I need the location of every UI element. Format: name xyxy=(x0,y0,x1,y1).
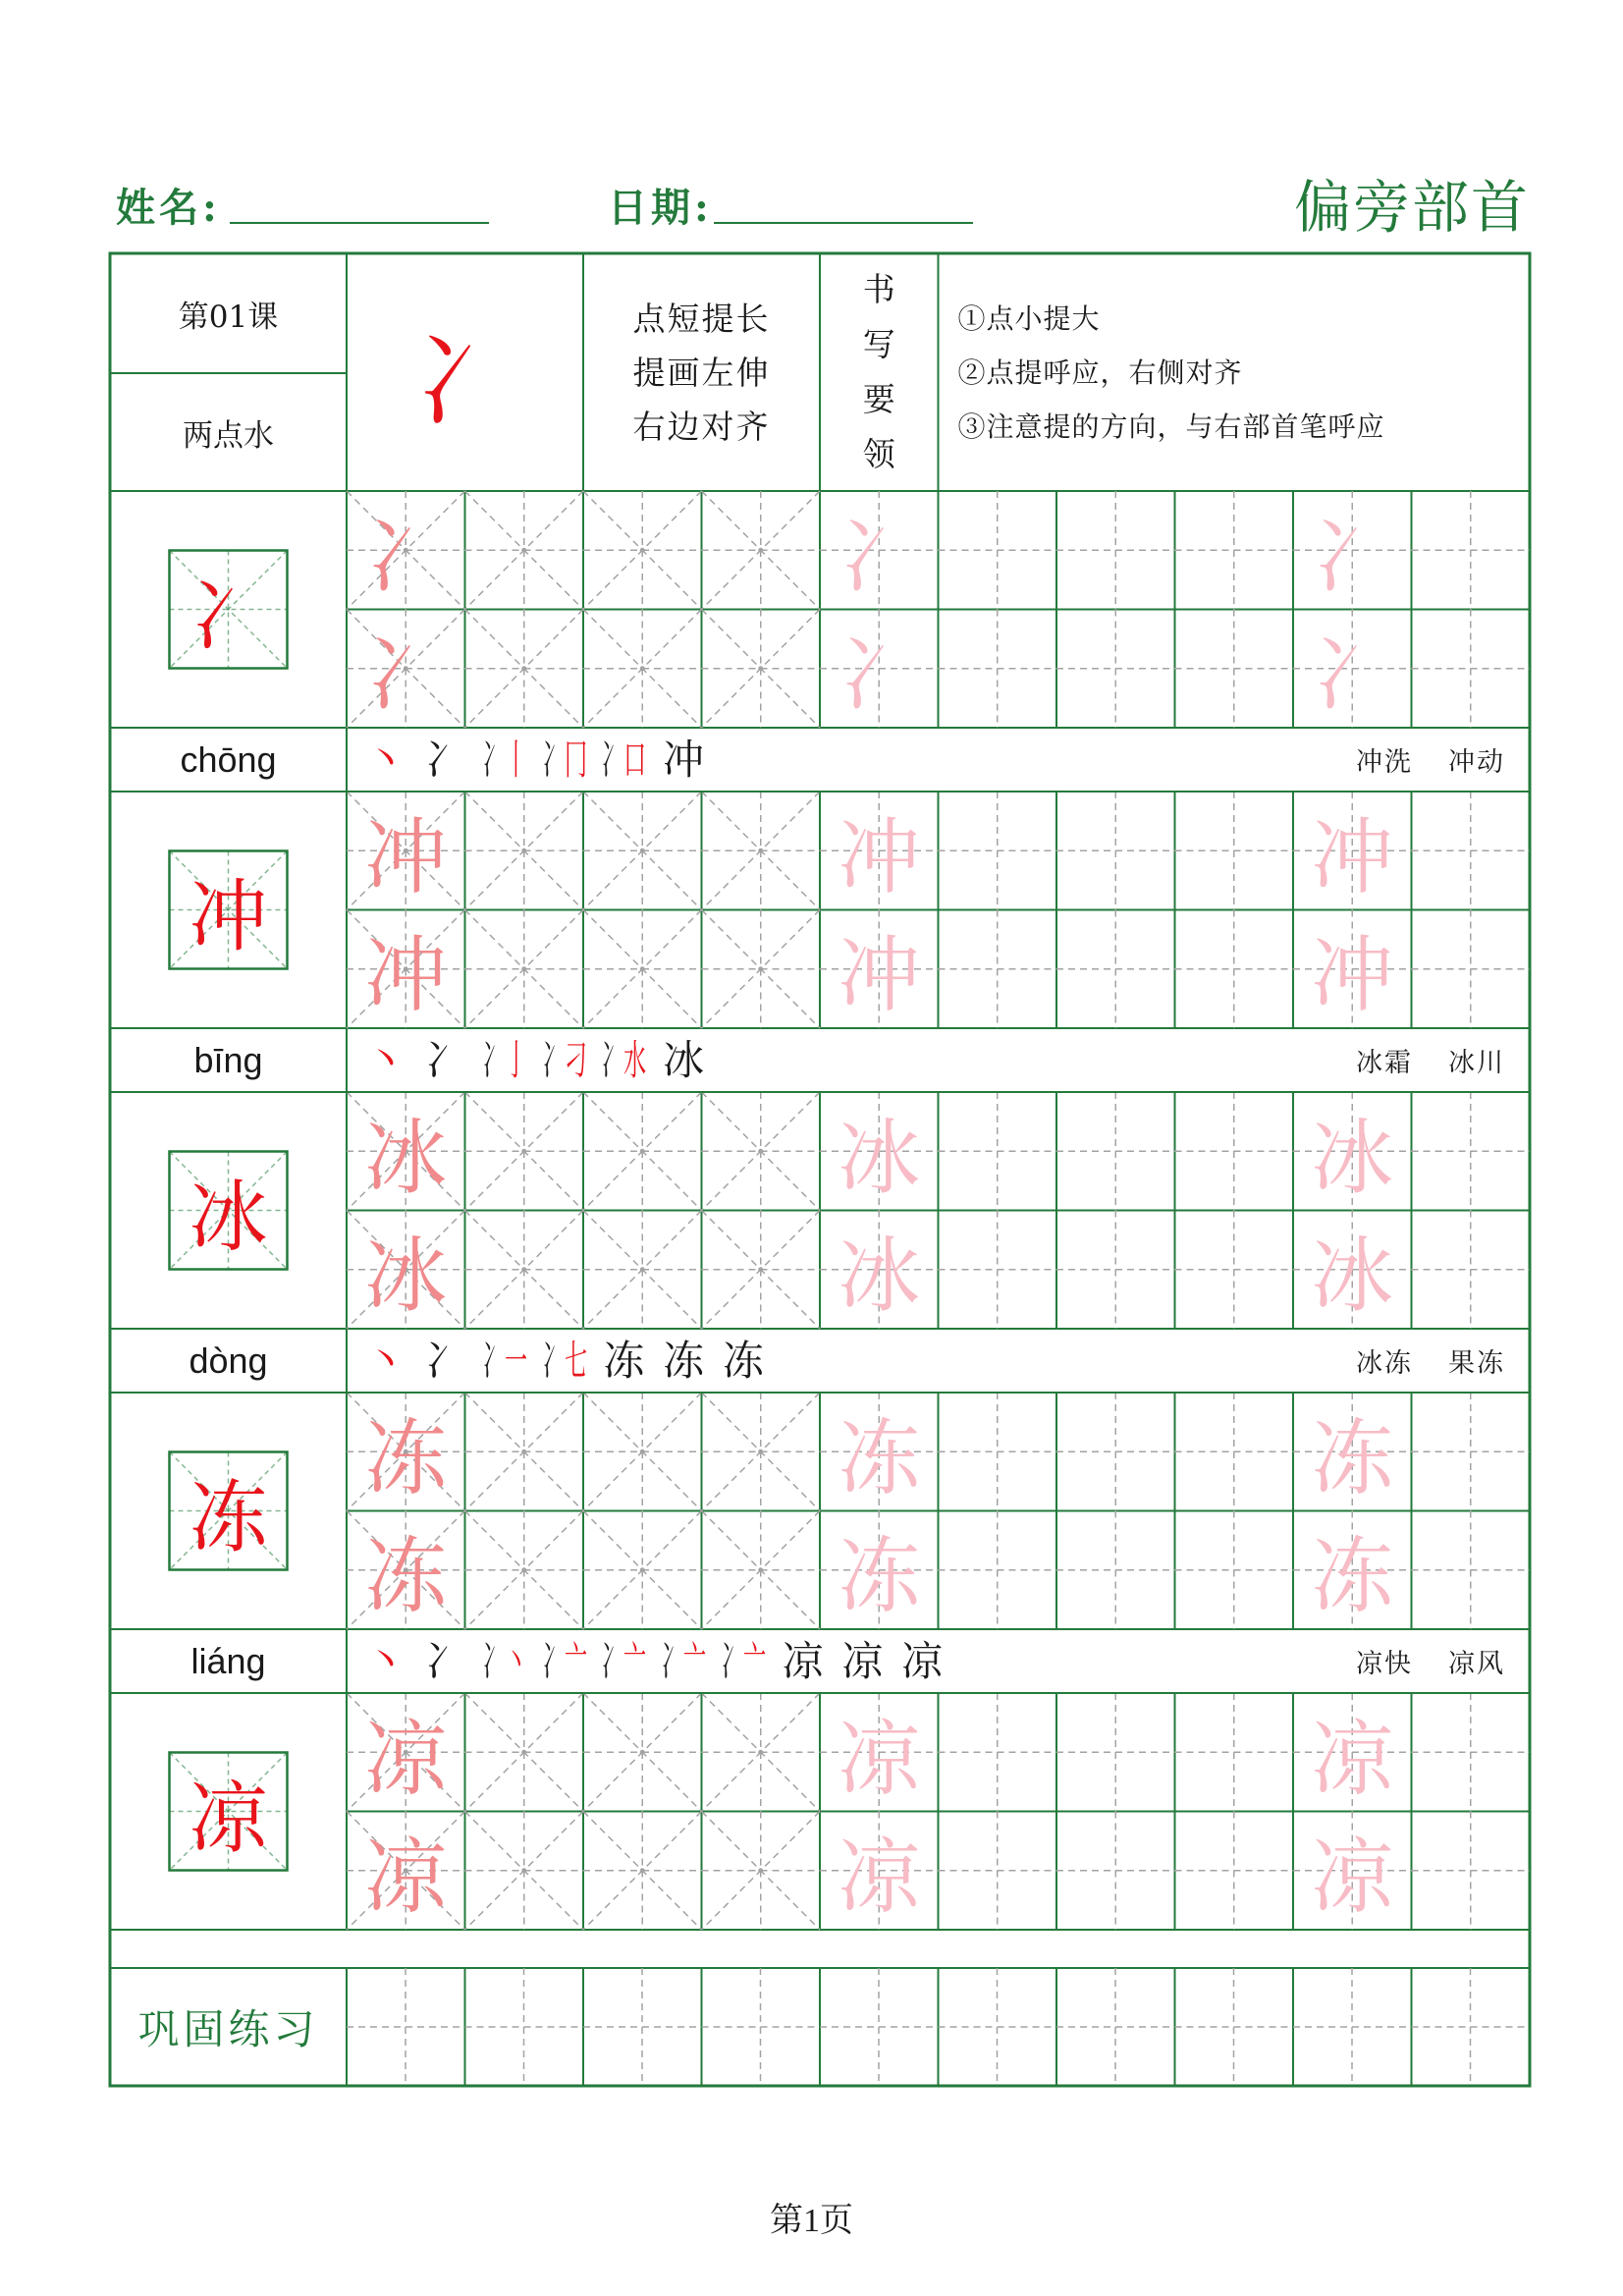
stroke-step xyxy=(654,1636,714,1685)
stroke-step xyxy=(475,735,535,784)
stroke-step-glyph: 冫丶 xyxy=(481,1636,527,1685)
stroke-step-glyph: 冲 xyxy=(663,735,705,784)
stroke-step xyxy=(534,735,594,784)
stroke-step xyxy=(355,1336,415,1385)
stroke-step xyxy=(654,735,714,784)
trace-character: 冰 xyxy=(838,1228,921,1325)
trace-character: 凉 xyxy=(1311,1829,1394,1926)
trace-character: 冲 xyxy=(364,808,448,905)
example-word: 果冻 xyxy=(1448,1348,1505,1379)
stroke-step xyxy=(594,735,654,784)
trace-character: 冻 xyxy=(838,1409,921,1506)
center-dot xyxy=(521,1868,526,1873)
stroke-order xyxy=(355,1028,984,1092)
stroke-step-glyph: 冫口 xyxy=(601,735,647,784)
trace-character: 冻 xyxy=(364,1409,448,1506)
stroke-step-glyph: 丶 xyxy=(364,735,406,784)
name-label: 姓名: xyxy=(116,185,221,231)
stroke-step xyxy=(594,1035,654,1084)
stroke-step-glyph: 冫亅 xyxy=(481,1035,527,1084)
trace-character: 冫 xyxy=(838,627,921,724)
stroke-step-glyph: 丶 xyxy=(364,1336,406,1385)
stroke-step xyxy=(893,1636,952,1685)
short-tip-line: 点短提长 xyxy=(632,299,771,338)
trace-character: 冻 xyxy=(1311,1528,1394,1625)
example-words xyxy=(1178,1629,1505,1693)
stroke-order xyxy=(355,728,984,792)
center-dot xyxy=(640,848,645,853)
stroke-step xyxy=(594,1636,654,1685)
stroke-order xyxy=(355,1629,984,1693)
center-dot xyxy=(758,1267,763,1272)
center-dot xyxy=(640,666,645,671)
trace-character: 冲 xyxy=(838,808,921,905)
trace-character: 冫 xyxy=(1311,508,1394,605)
center-dot xyxy=(758,848,763,853)
trace-character: 冫 xyxy=(1311,627,1394,724)
stroke-step-glyph: 冫亠 xyxy=(661,1636,707,1685)
stroke-step xyxy=(355,1636,415,1685)
center-dot xyxy=(758,1750,763,1755)
trace-character: 冫 xyxy=(364,627,448,724)
writing-tip: ①点小提大 xyxy=(957,301,1101,335)
trace-character: 凉 xyxy=(364,1710,448,1807)
model-character: 冫 xyxy=(189,571,268,662)
center-dot xyxy=(758,666,763,671)
stroke-step-glyph: 冫 xyxy=(424,735,466,784)
stroke-step-glyph: 冫 xyxy=(424,1336,466,1385)
stroke-step-glyph: 冫刁 xyxy=(541,1035,587,1084)
stroke-step-glyph: 凉 xyxy=(901,1636,944,1685)
center-dot xyxy=(521,966,526,971)
short-tip-line: 右边对齐 xyxy=(632,407,771,446)
stroke-step xyxy=(355,735,415,784)
center-dot xyxy=(758,1149,763,1154)
stroke-step-glyph: 冻 xyxy=(722,1336,764,1385)
stroke-step xyxy=(415,1336,475,1385)
trace-character: 冻 xyxy=(1311,1409,1394,1506)
stroke-step-glyph: 冫一 xyxy=(481,1336,527,1385)
model-character: 凉 xyxy=(189,1773,268,1864)
page-number: 第1页 xyxy=(770,2203,853,2239)
short-tip-line: 提画左伸 xyxy=(632,353,771,392)
trace-character: 冰 xyxy=(838,1109,921,1206)
stroke-step-glyph: 冫亠 xyxy=(541,1636,587,1685)
example-words xyxy=(1178,728,1505,792)
center-dot xyxy=(521,1567,526,1572)
trace-character: 冰 xyxy=(364,1109,448,1206)
trace-character: 凉 xyxy=(838,1829,921,1926)
stroke-step xyxy=(654,1336,714,1385)
center-dot xyxy=(640,1750,645,1755)
stroke-step-glyph: 冻 xyxy=(603,1336,645,1385)
stroke-step xyxy=(534,1336,594,1385)
stroke-step-glyph: 冫 xyxy=(424,1035,466,1084)
stroke-step-glyph: 冰 xyxy=(663,1035,705,1084)
example-word: 冰川 xyxy=(1448,1048,1505,1078)
stroke-step-glyph: 凉 xyxy=(782,1636,824,1685)
stroke-step xyxy=(415,1636,475,1685)
date-blank-line xyxy=(714,222,973,224)
stroke-step-glyph: 冻 xyxy=(663,1336,705,1385)
center-dot xyxy=(521,1149,526,1154)
stroke-step xyxy=(475,1336,535,1385)
tips-heading: 书写要领 xyxy=(862,270,895,473)
center-dot xyxy=(521,1750,526,1755)
stroke-step-glyph: 冫七 xyxy=(541,1336,587,1385)
pinyin: bīng xyxy=(193,1039,263,1080)
trace-character: 冲 xyxy=(1311,927,1394,1024)
stroke-step xyxy=(714,1336,774,1385)
name-blank-line xyxy=(230,222,489,224)
example-word: 冲洗 xyxy=(1356,747,1413,778)
stroke-step-glyph: 冫丨 xyxy=(481,735,527,784)
trace-character: 冲 xyxy=(1311,808,1394,905)
tips-heading-cell xyxy=(820,253,939,491)
example-word: 冰冻 xyxy=(1356,1348,1413,1379)
stroke-step xyxy=(714,1636,774,1685)
stroke-step xyxy=(355,1035,415,1084)
pinyin: dòng xyxy=(189,1339,268,1381)
trace-character: 凉 xyxy=(364,1829,448,1926)
model-character: 冲 xyxy=(189,871,268,962)
stroke-step xyxy=(415,735,475,784)
center-dot xyxy=(640,1868,645,1873)
trace-character: 冻 xyxy=(364,1528,448,1625)
example-word: 冰霜 xyxy=(1356,1048,1413,1078)
stroke-step xyxy=(534,1636,594,1685)
stroke-step-glyph: 冫亠 xyxy=(720,1636,766,1685)
example-word: 冲动 xyxy=(1448,747,1505,778)
center-dot xyxy=(521,848,526,853)
stroke-step-glyph: 冫水 xyxy=(601,1035,647,1084)
example-words xyxy=(1178,1028,1505,1092)
trace-character: 冰 xyxy=(364,1228,448,1325)
stroke-step-glyph: 冫 xyxy=(424,1636,466,1685)
stroke-step xyxy=(534,1035,594,1084)
model-character: 冰 xyxy=(189,1172,268,1263)
center-dot xyxy=(758,1567,763,1572)
stroke-step xyxy=(654,1035,714,1084)
stroke-order xyxy=(355,1329,984,1393)
center-dot xyxy=(640,1449,645,1454)
stroke-step xyxy=(475,1636,535,1685)
stroke-step-glyph: 凉 xyxy=(841,1636,884,1685)
short-tips xyxy=(583,253,820,491)
center-dot xyxy=(758,966,763,971)
trace-character: 凉 xyxy=(1311,1710,1394,1807)
trace-character: 冲 xyxy=(364,927,448,1024)
date-label: 日期: xyxy=(608,185,713,231)
radical-glyph: 冫 xyxy=(413,321,516,441)
stroke-step xyxy=(594,1336,654,1385)
stroke-step-glyph: 丶 xyxy=(364,1636,406,1685)
example-word: 凉风 xyxy=(1448,1649,1505,1679)
center-dot xyxy=(521,666,526,671)
center-dot xyxy=(758,1868,763,1873)
center-dot xyxy=(640,1267,645,1272)
center-dot xyxy=(640,1567,645,1572)
center-dot xyxy=(521,548,526,553)
trace-character: 冲 xyxy=(838,927,921,1024)
review-label: 巩固练习 xyxy=(137,2005,319,2053)
center-dot xyxy=(521,1267,526,1272)
writing-tip: ③注意提的方向，与右部首笔呼应 xyxy=(957,410,1385,443)
page-title: 偏旁部首 xyxy=(1293,174,1530,241)
center-dot xyxy=(640,548,645,553)
writing-tip: ②点提呼应，右侧对齐 xyxy=(957,355,1243,389)
stroke-step-glyph: 丶 xyxy=(364,1035,406,1084)
trace-character: 冫 xyxy=(838,508,921,605)
trace-character: 冫 xyxy=(364,508,448,605)
trace-character: 冰 xyxy=(1311,1228,1394,1325)
center-dot xyxy=(640,1149,645,1154)
model-character: 冻 xyxy=(189,1472,268,1563)
center-dot xyxy=(521,1449,526,1454)
pinyin: chōng xyxy=(180,738,277,780)
writing-tips xyxy=(939,253,1530,491)
radical-name: 两点水 xyxy=(183,417,274,454)
stroke-step-glyph: 冫亠 xyxy=(601,1636,647,1685)
trace-character: 冻 xyxy=(838,1528,921,1625)
stroke-step xyxy=(415,1035,475,1084)
trace-character: 冰 xyxy=(1311,1109,1394,1206)
example-words xyxy=(1178,1329,1505,1393)
center-dot xyxy=(640,966,645,971)
pinyin: liáng xyxy=(190,1640,266,1681)
center-dot xyxy=(758,548,763,553)
center-dot xyxy=(758,1449,763,1454)
stroke-step-glyph: 冫冂 xyxy=(541,735,587,784)
trace-character: 凉 xyxy=(838,1710,921,1807)
stroke-step xyxy=(773,1636,833,1685)
stroke-step xyxy=(833,1636,893,1685)
lesson-number: 第01课 xyxy=(178,299,279,335)
example-word: 凉快 xyxy=(1356,1649,1413,1679)
stroke-step xyxy=(475,1035,535,1084)
